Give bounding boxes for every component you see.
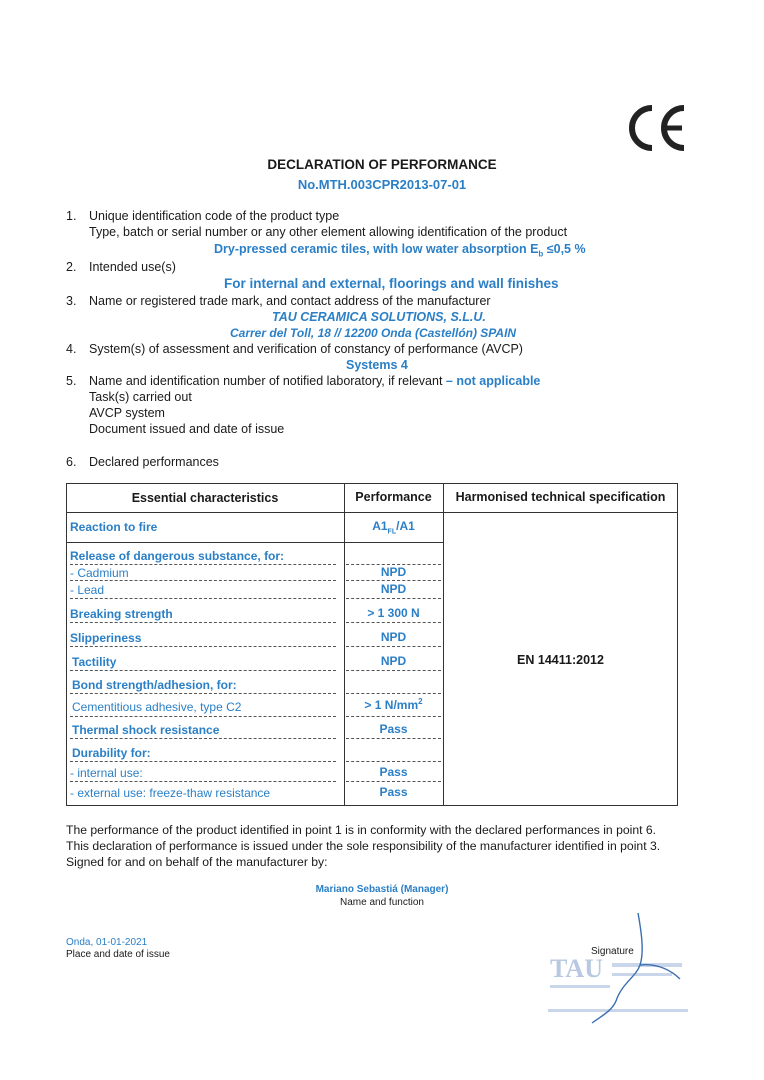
row-divider	[346, 646, 441, 647]
row-divider	[70, 598, 336, 599]
row-label-internal-use: - internal use:	[70, 766, 143, 780]
item-4-number: 4.	[66, 342, 77, 356]
row-value-cadmium: NPD	[380, 565, 407, 579]
row-value-thermal-shock: Pass	[379, 722, 408, 736]
place-date: Onda, 01-01-2021	[66, 937, 148, 948]
row-divider	[70, 646, 336, 647]
row-divider	[70, 622, 336, 623]
row-divider	[70, 738, 336, 739]
item-1-sublabel: Type, batch or serial number or any other element allowing identification of the product	[89, 225, 568, 239]
row-divider	[70, 781, 336, 782]
table-header-performance: Performance	[355, 490, 432, 504]
row-value-internal-use: Pass	[379, 765, 408, 779]
row-label-durability: Durability for:	[72, 746, 151, 760]
harmonised-spec-value: EN 14411:2012	[517, 653, 604, 667]
row-label-dangerous-substance: Release of dangerous substance, for:	[70, 549, 285, 563]
row-label-thermal-shock: Thermal shock resistance	[72, 723, 220, 737]
row-divider	[70, 761, 336, 762]
item-6-number: 6.	[66, 455, 77, 469]
row-divider	[70, 693, 336, 694]
table-header-spec: Harmonised technical specification	[455, 490, 666, 504]
item-1-value: Dry-pressed ceramic tiles, with low water absorption $E_b \le 0,5$ %	[214, 242, 586, 259]
row-value-reaction-to-fire: $A1_{FL}/A1$	[372, 519, 415, 536]
document-title: DECLARATION OF PERFORMANCE	[267, 157, 497, 172]
item-6-label: Declared performances	[89, 455, 219, 469]
item-5-tasks: Task(s) carried out	[89, 390, 192, 404]
item-5-avcp: AVCP system	[89, 406, 165, 420]
row-divider	[346, 761, 441, 762]
item-5-label: Name and identification number of notified laboratory, if relevant – not applicable	[89, 374, 541, 388]
item-2-label: Intended use(s)	[89, 260, 176, 274]
row-value-slipperiness: NPD	[380, 630, 407, 644]
table-header-line	[66, 512, 678, 513]
item-2-value: For internal and external, floorings and wall finishes	[224, 276, 559, 291]
row-divider	[346, 693, 441, 694]
responsibility-statement: This declaration of performance is issued under the sole responsibility of the manufacturer identified in point 3.	[66, 839, 661, 853]
item-1-number: 1.	[66, 209, 77, 223]
row-value-cementitious-adhesive: > 1 $N/mm^2$	[364, 697, 423, 712]
row-divider	[346, 738, 441, 739]
item-5-document: Document issued and date of issue	[89, 422, 285, 436]
item-4-label: System(s) of assessment and verification of constancy of performance (AVCP)	[89, 342, 523, 356]
row-divider	[346, 622, 441, 623]
item-2-number: 2.	[66, 260, 77, 274]
row-label-reaction-to-fire: Reaction to fire	[70, 520, 158, 534]
stamp-logo-text: TAU	[550, 954, 603, 983]
row-divider	[70, 716, 336, 717]
row-divider	[346, 580, 441, 581]
row-label-breaking-strength: Breaking strength	[70, 607, 173, 621]
row-divider	[70, 580, 336, 581]
document-number: No.MTH.003CPR2013-07-01	[297, 177, 467, 192]
item-4-value: Systems 4	[346, 358, 408, 372]
row-divider	[346, 598, 441, 599]
item-3-label: Name or registered trade mark, and contact address of the manufacturer	[89, 294, 491, 308]
row-label-lead: - Lead	[70, 583, 105, 597]
signature-caption: Signature	[591, 946, 634, 957]
place-date-caption: Place and date of issue	[66, 949, 170, 960]
row-divider	[346, 670, 441, 671]
item-1-label: Unique identification code of the product type	[89, 209, 340, 223]
conformity-statement: The performance of the product identified in point 1 is in conformity with the declared performances in point 6.	[66, 823, 657, 837]
table-header-characteristics: Essential characteristics	[131, 491, 279, 505]
row-value-external-use: Pass	[379, 785, 408, 799]
row-value-tactility: NPD	[380, 654, 407, 668]
row-divider	[66, 542, 444, 543]
table-divider	[443, 483, 444, 806]
row-label-slipperiness: Slipperiness	[70, 631, 142, 645]
row-divider	[346, 716, 441, 717]
manufacturer-address: Carrer del Toll, 18 // 12200 Onda (Castellón) SPAIN	[230, 326, 517, 340]
item-3-number: 3.	[66, 294, 77, 308]
row-value-breaking-strength: > 1 300 N	[367, 606, 420, 620]
row-divider	[70, 670, 336, 671]
company-stamp-signature	[540, 905, 700, 1035]
signed-on-behalf: Signed for and on behalf of the manufacturer by:	[66, 855, 328, 869]
item-5-number: 5.	[66, 374, 77, 388]
row-label-cadmium: - Cadmium	[70, 566, 129, 580]
row-label-cementitious-adhesive: Cementitious adhesive, type C2	[72, 700, 242, 714]
ce-mark-icon	[626, 100, 688, 156]
signer-name: Mariano Sebastiá (Manager)	[315, 884, 449, 895]
row-value-lead: NPD	[380, 582, 407, 596]
row-label-bond-strength: Bond strength/adhesion, for:	[72, 678, 237, 692]
row-divider	[70, 564, 336, 565]
row-label-tactility: Tactility	[72, 655, 117, 669]
row-divider	[346, 781, 441, 782]
row-label-external-use: - external use: freeze-thaw resistance	[70, 786, 271, 800]
manufacturer-name: TAU CERAMICA SOLUTIONS, S.L.U.	[272, 310, 486, 324]
signer-caption: Name and function	[340, 897, 424, 908]
